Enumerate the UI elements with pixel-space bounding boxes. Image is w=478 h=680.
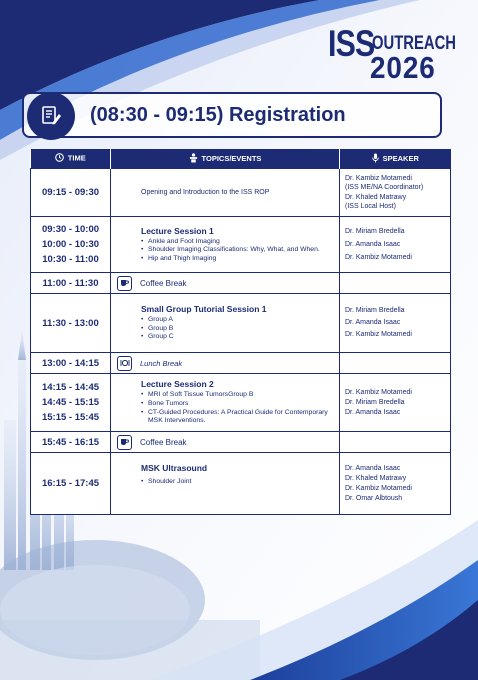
session-title: MSK Ultrasound [141,463,208,473]
break-label: Coffee Break [140,437,187,447]
break-label: Lunch Break [140,358,183,368]
table-row [31,453,451,515]
session-time: 11:30 - 13:00 [42,317,99,329]
speaker-name: Dr. Miriam Bredella [345,228,405,235]
session-time: 14:45 - 15:15 [41,397,100,408]
table-row [31,169,451,217]
table-row [31,432,451,453]
list-item: • Bone Tumors [141,400,333,409]
speaker-name: Dr. Kambiz Motamedi [345,388,412,396]
list-item: • Hip and Thigh Imaging [141,255,333,264]
speaker-name: Dr. Kambiz Motamedi [345,175,412,183]
table-row [31,374,451,432]
coffee-cup-icon [117,276,132,291]
list-item: • Ankle and Foot Imaging [141,238,333,247]
speaker-name: Dr. Khaled Matrawy [345,193,407,201]
speaker-role: (ISS Local Host) [345,202,396,210]
session-time: 11:00 - 11:30 [42,277,99,289]
speaker-name: Dr. Miriam Bredella [345,398,405,406]
speaker-name: Dr. Kambiz Motamedi [345,331,412,338]
logo-iss: ISS [328,23,375,64]
session-time: 15:15 - 15:45 [41,412,100,423]
list-item: • Group B [141,325,333,334]
table-row [31,273,451,294]
microphone-icon [372,153,379,165]
session-time: 10:00 - 10:30 [41,239,100,250]
session-title: Lecture Session 2 [141,379,214,390]
lunch-plate-icon [117,356,132,371]
iss-outreach-logo [328,23,456,85]
session-title: Lecture Session 1 [141,225,214,236]
session-title: Small Group Tutorial Session 1 [141,304,267,315]
list-item: • CT-Guided Procedures: A Practical Guide for Contemporary MSK Interventions. [141,409,333,426]
session-time: 16:15 - 17:45 [41,478,100,489]
logo-outreach: OUTREACH [372,33,456,54]
speaker-name: Dr. Khaled Matrawy [345,474,407,482]
speaker-name: Dr. Kambiz Motamedi [345,254,412,261]
document-pen-icon [27,92,75,140]
header-topics: TOPICS/EVENTS [111,149,340,169]
list-item: • Shoulder Joint [141,478,333,487]
clock-icon [55,153,64,164]
session-time: 09:30 - 10:00 [41,224,100,235]
registration-banner [22,92,442,138]
speaker-name: Dr. Miriam Bredella [345,307,405,314]
speaker-role: (ISS ME/NA Coordinator) [345,184,424,192]
coffee-cup-icon [117,435,132,450]
session-topic: Opening and Introduction to the ISS ROP [141,189,270,196]
list-item: • Group A [141,316,333,325]
header-speaker: SPEAKER [340,149,451,169]
break-label: Coffee Break [140,278,187,288]
header-time: TIME [31,149,111,169]
table-row [31,353,451,374]
speaker-name: Dr. Omar Albtoush [345,494,403,502]
speaker-name: Dr. Amanda Isaac [345,408,401,416]
banner-title: (08:30 - 09:15) Registration [90,104,346,126]
table-row [31,217,451,273]
speaker-name: Dr. Amanda Isaac [345,241,401,248]
session-time: 09:15 - 09:30 [41,187,100,198]
session-time: 10:30 - 11:00 [42,254,99,265]
session-time: 14:15 - 14:45 [41,382,100,393]
speaker-name: Dr. Amanda Isaac [345,319,401,326]
table-row [31,294,451,353]
list-item: • MRI of Soft Tissue TumorsGroup B [141,391,333,400]
list-item: • Group C [141,333,333,342]
speaker-name: Dr. Kambiz Motamedi [345,484,412,492]
session-time: 13:00 - 14:15 [41,357,100,369]
session-time: 15:45 - 16:15 [41,436,100,448]
table-header [31,149,451,169]
logo-year: 2026 [370,50,436,85]
presenter-icon [189,153,198,165]
schedule-table [30,149,451,515]
list-item: • Shoulder Imaging Classifications: Why, What, and When. [141,246,333,255]
speaker-name: Dr. Amanda Isaac [345,464,401,472]
